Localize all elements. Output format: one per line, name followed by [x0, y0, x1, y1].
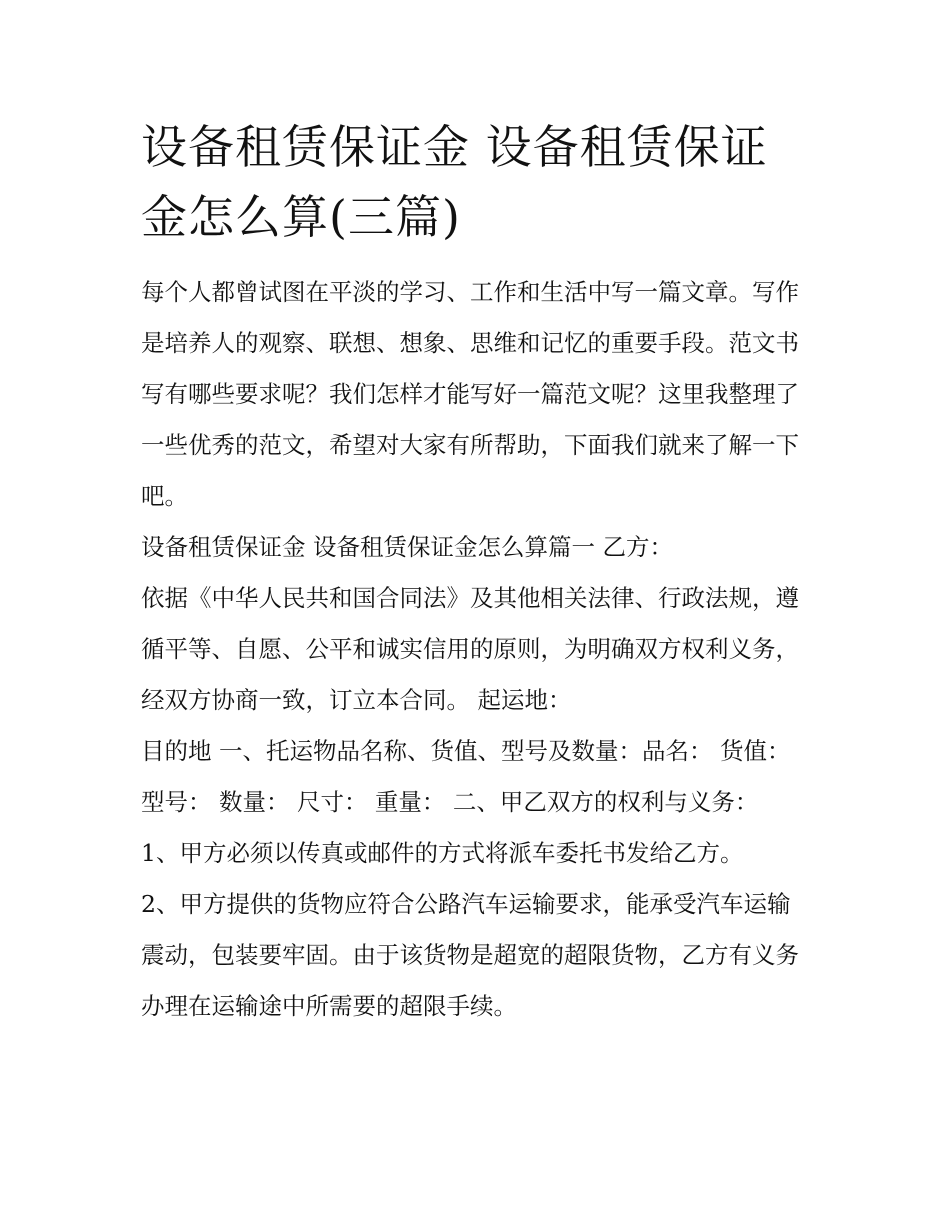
goods-info-paragraph: 目的地 一、托运物品名称、货值、型号及数量：品名： 货值： 型号： 数量： 尺寸： 重量： 二、甲乙双方的权利与义务： [141, 737, 791, 816]
document-title: 设备租赁保证金 设备租赁保证金怎么算(三篇) [141, 120, 768, 244]
document-body [141, 112, 813, 1032]
contract-basis-paragraph: 依据《中华人民共和国合同法》及其他相关法律、行政法规，遵循平等、自愿、公平和诚实信用的原则，为明确双方权利义务，经双方协商一致，订立本合同。 起运地： [141, 584, 799, 714]
clause-2-paragraph: 2、甲方提供的货物应符合公路汽车运输要求，能承受汽车运输震动，包装要牢固。由于该货物是超宽的超限货物，乙方有义务办理在运输途中所需要的超限手续。 [141, 890, 799, 1020]
intro-paragraph: 每个人都曾试图在平淡的学习、工作和生活中写一篇文章。写作是培养人的观察、联想、想象、思维和记忆的重要手段。范文书写有哪些要求呢？我们怎样才能写好一篇范文呢？这里我整理了一些优秀的范文，希望对大家有所帮助，下面我们就来了解一下吧。 [141, 278, 799, 510]
clause-1-paragraph: 1、甲方必须以传真或邮件的方式将派车委托书发给乙方。 [141, 839, 744, 867]
section-heading-paragraph: 设备租赁保证金 设备租赁保证金怎么算篇一 乙方： [141, 533, 673, 561]
